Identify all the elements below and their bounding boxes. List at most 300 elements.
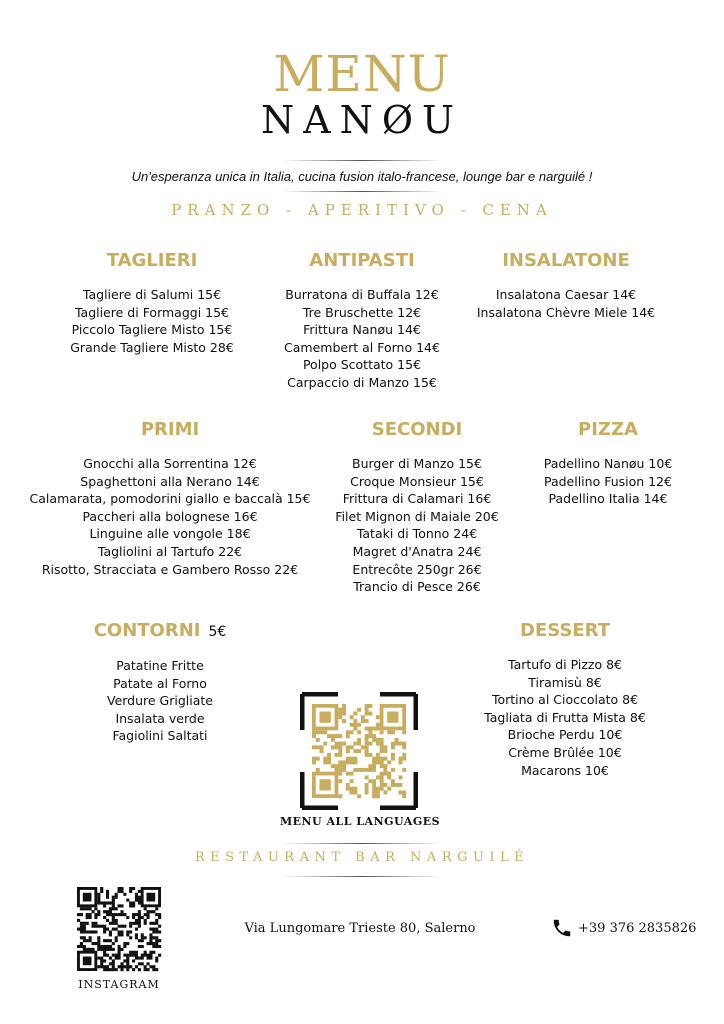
- qr-module: [149, 933, 152, 936]
- qr-module: [123, 925, 126, 928]
- qr-module: [109, 933, 112, 936]
- section-insalatone: [466, 250, 666, 321]
- qr-module: [80, 942, 83, 945]
- qr-module: [147, 954, 150, 957]
- qr-module: [129, 904, 132, 907]
- qr-module: [346, 749, 350, 753]
- qr-module: [135, 951, 138, 954]
- qr-module: [126, 957, 129, 960]
- menu-item: Entrecôte 250gr 26€: [352, 561, 482, 577]
- qr-module: [357, 794, 361, 798]
- qr-module: [376, 757, 380, 761]
- qr-module: [132, 916, 135, 919]
- menu-item: Polpo Scottato 15€: [302, 357, 422, 373]
- menu-item: Insalata verde: [115, 710, 205, 726]
- menu-item: Paccheri alla bolognese 16€: [82, 508, 258, 524]
- qr-module: [83, 936, 86, 939]
- qr-module: [338, 742, 342, 746]
- qr-module: [144, 965, 147, 968]
- qr-module: [115, 928, 118, 931]
- qr-module: [376, 790, 380, 794]
- qr-module: [155, 957, 158, 960]
- section-title: INSALATONE: [502, 250, 630, 271]
- qr-module: [342, 760, 346, 764]
- qr-module: [402, 768, 406, 772]
- qr-module: [115, 919, 118, 922]
- qr-module: [365, 745, 369, 749]
- qr-module: [138, 945, 141, 948]
- section-title: PIZZA: [578, 419, 638, 440]
- qr-module: [368, 742, 372, 746]
- qr-module: [398, 757, 402, 761]
- qr-module: [338, 764, 342, 768]
- qr-module: [147, 916, 150, 919]
- qr-module: [141, 954, 144, 957]
- qr-module: [372, 779, 376, 783]
- qr-module: [391, 783, 395, 787]
- qr-module: [86, 913, 89, 916]
- qr-module: [120, 962, 123, 965]
- qr-module: [372, 734, 376, 738]
- qr-module: [138, 913, 141, 916]
- qr-module: [149, 965, 152, 968]
- qr-module: [353, 757, 357, 761]
- menu-item: Tataki di Tonno 24€: [356, 526, 478, 542]
- qr-module: [106, 948, 109, 951]
- qr-module: [402, 742, 406, 746]
- qr-caption: MENU ALL LANGUAGES: [279, 815, 441, 828]
- section-secondi: [317, 419, 517, 596]
- qr-module: [365, 787, 369, 791]
- qr-module: [155, 928, 158, 931]
- qr-module: [132, 901, 135, 904]
- qr-module: [132, 954, 135, 957]
- qr-module: [380, 783, 384, 787]
- qr-module: [115, 893, 118, 896]
- qr-module: [103, 930, 106, 933]
- qr-module: [402, 790, 406, 794]
- qr-module: [383, 768, 387, 772]
- qr-module: [155, 919, 158, 922]
- qr-module: [327, 753, 331, 757]
- qr-finder-center: [320, 779, 331, 790]
- section-dessert: [465, 620, 665, 779]
- qr-module: [138, 962, 141, 965]
- qr-module: [372, 727, 376, 731]
- qr-module: [331, 734, 335, 738]
- qr-module: [109, 913, 112, 916]
- qr-module: [335, 734, 339, 738]
- qr-module: [135, 893, 138, 896]
- qr-module: [112, 968, 115, 971]
- qr-module: [118, 948, 121, 951]
- qr-module: [365, 775, 369, 779]
- qr-module: [365, 753, 369, 757]
- qr-module: [372, 757, 376, 761]
- qr-module: [338, 712, 342, 716]
- qr-module: [338, 779, 342, 783]
- qr-module: [342, 712, 346, 716]
- qr-module: [380, 764, 384, 768]
- qr-module: [338, 753, 342, 757]
- qr-module: [135, 957, 138, 960]
- qr-module: [147, 968, 150, 971]
- qr-module: [89, 936, 92, 939]
- qr-module: [372, 787, 376, 791]
- qr-module: [103, 939, 106, 942]
- menu-item: Tagliata di Frutta Mista 8€: [484, 709, 646, 725]
- qr-module: [94, 922, 97, 925]
- qr-module: [368, 764, 372, 768]
- qr-module: [126, 965, 129, 968]
- qr-module: [312, 734, 316, 738]
- qr-module: [398, 760, 402, 764]
- section-title: CONTORNI: [93, 620, 201, 641]
- qr-module: [350, 779, 354, 783]
- qr-module: [138, 916, 141, 919]
- qr-module: [126, 930, 129, 933]
- qr-module: [132, 968, 135, 971]
- qr-module: [144, 922, 147, 925]
- qr-module: [147, 957, 150, 960]
- section-contorni: [60, 620, 260, 745]
- qr-module: [132, 913, 135, 916]
- qr-module: [152, 922, 155, 925]
- menu-item: Trancio di Pesce 26€: [353, 579, 481, 595]
- qr-module: [118, 957, 121, 960]
- qr-module: [138, 901, 141, 904]
- qr-module: [350, 772, 354, 776]
- qr-module: [109, 907, 112, 910]
- qr-module: [155, 913, 158, 916]
- qr-module: [115, 913, 118, 916]
- qr-module: [97, 893, 100, 896]
- qr-module: [132, 922, 135, 925]
- qr-module: [353, 790, 357, 794]
- qr-module: [97, 936, 100, 939]
- qr-module: [80, 930, 83, 933]
- qr-module: [109, 968, 112, 971]
- qr-module: [380, 730, 384, 734]
- qr-module: [138, 890, 141, 893]
- qr-module: [144, 907, 147, 910]
- qr-module: [335, 745, 339, 749]
- qr-module: [109, 901, 112, 904]
- qr-module: [141, 939, 144, 942]
- qr-module: [106, 919, 109, 922]
- qr-module: [120, 968, 123, 971]
- qr-module: [402, 745, 406, 749]
- qr-module: [106, 910, 109, 913]
- qr-module: [118, 951, 121, 954]
- qr-module: [112, 919, 115, 922]
- qr-module: [147, 910, 150, 913]
- qr-module: [115, 957, 118, 960]
- qr-module: [144, 913, 147, 916]
- menu-item: Patate al Forno: [113, 675, 207, 691]
- qr-module: [149, 936, 152, 939]
- qr-module: [123, 893, 126, 896]
- qr-module: [103, 910, 106, 913]
- menu-item: Frittura di Calamari 16€: [342, 491, 492, 507]
- qr-module: [335, 768, 339, 772]
- qr-module: [135, 913, 138, 916]
- qr-module: [138, 899, 141, 902]
- menu-qr-code[interactable]: [300, 692, 418, 810]
- qr-module: [376, 753, 380, 757]
- qr-module: [89, 907, 92, 910]
- qr-module: [152, 968, 155, 971]
- qr-module: [144, 919, 147, 922]
- menu-item: Burratona di Buffala 12€: [285, 287, 439, 302]
- instagram-qr-code[interactable]: [76, 886, 162, 972]
- services-line: PRANZO - APERITIVO - CENA: [171, 201, 553, 219]
- qr-module: [115, 968, 118, 971]
- qr-module: [100, 925, 103, 928]
- qr-module: [129, 965, 132, 968]
- menu-item: Carpaccio di Manzo 15€: [287, 374, 437, 390]
- qr-module: [103, 968, 106, 971]
- qr-module: [365, 742, 369, 746]
- qr-module: [327, 757, 331, 761]
- menu-item: Croque Monsieur 15€: [350, 473, 484, 489]
- qr-module: [380, 742, 384, 746]
- qr-module: [86, 948, 89, 951]
- qr-module: [158, 945, 161, 948]
- qr-module: [350, 730, 354, 734]
- qr-module: [115, 922, 118, 925]
- qr-module: [368, 712, 372, 716]
- menu-item: Risotto, Stracciata e Gambero Rosso 22€: [41, 561, 299, 577]
- qr-module: [357, 738, 361, 742]
- qr-module: [350, 745, 354, 749]
- qr-module: [94, 925, 97, 928]
- qr-module: [350, 715, 354, 719]
- qr-module: [152, 945, 155, 948]
- qr-module: [152, 951, 155, 954]
- qr-module: [376, 775, 380, 779]
- qr-module: [120, 930, 123, 933]
- qr-module: [120, 965, 123, 968]
- qr-module: [346, 760, 350, 764]
- qr-module: [155, 945, 158, 948]
- qr-module: [380, 760, 384, 764]
- qr-module: [109, 957, 112, 960]
- qr-module: [391, 745, 395, 749]
- qr-module: [342, 768, 346, 772]
- phone-number[interactable]: +39 376 2835826: [578, 921, 697, 936]
- qr-module: [138, 919, 141, 922]
- menu-item: Gnocchi alla Sorrentina 12€: [83, 456, 257, 471]
- qr-module: [106, 913, 109, 916]
- qr-finder-center: [387, 712, 398, 723]
- qr-module: [312, 760, 316, 764]
- qr-module: [338, 772, 342, 776]
- qr-module: [80, 925, 83, 928]
- qr-module: [126, 942, 129, 945]
- qr-module: [118, 913, 121, 916]
- qr-module: [365, 783, 369, 787]
- qr-module: [398, 775, 402, 779]
- qr-module: [402, 753, 406, 757]
- qr-module: [83, 925, 86, 928]
- qr-module: [331, 764, 335, 768]
- qr-module: [100, 962, 103, 965]
- qr-module: [158, 916, 161, 919]
- menu-item: Brioche Perdu 10€: [507, 727, 623, 743]
- qr-module: [353, 727, 357, 731]
- qr-module: [323, 760, 327, 764]
- qr-module: [391, 730, 395, 734]
- qr-module: [368, 753, 372, 757]
- qr-module: [158, 939, 161, 942]
- section-title: DESSERT: [520, 620, 610, 641]
- qr-module: [77, 945, 80, 948]
- qr-module: [115, 896, 118, 899]
- qr-module: [89, 939, 92, 942]
- qr-module: [353, 719, 357, 723]
- qr-module: [91, 930, 94, 933]
- qr-module: [144, 968, 147, 971]
- qr-module: [97, 965, 100, 968]
- qr-module: [97, 945, 100, 948]
- qr-module: [350, 787, 354, 791]
- menu-item: Insalatona Chèvre Miele 14€: [476, 304, 656, 320]
- qr-module: [106, 945, 109, 948]
- qr-module: [316, 738, 320, 742]
- qr-module: [91, 948, 94, 951]
- qr-module: [100, 945, 103, 948]
- qr-module: [346, 783, 350, 787]
- qr-module: [97, 957, 100, 960]
- qr-module: [126, 962, 129, 965]
- qr-module: [365, 734, 369, 738]
- qr-module: [138, 968, 141, 971]
- qr-module: [106, 968, 109, 971]
- qr-module: [376, 723, 380, 727]
- qr-module: [149, 928, 152, 931]
- qr-module: [380, 779, 384, 783]
- qr-module: [380, 757, 384, 761]
- qr-module: [323, 742, 327, 746]
- qr-module: [100, 901, 103, 904]
- qr-module: [353, 712, 357, 716]
- qr-module: [357, 768, 361, 772]
- qr-module: [135, 936, 138, 939]
- qr-module: [103, 945, 106, 948]
- qr-module: [141, 916, 144, 919]
- qr-module: [338, 760, 342, 764]
- qr-module: [365, 727, 369, 731]
- qr-module: [323, 757, 327, 761]
- qr-module: [83, 928, 86, 931]
- qr-module: [331, 745, 335, 749]
- menu-item: Frittura Nanøu 14€: [303, 322, 421, 338]
- qr-module: [357, 749, 361, 753]
- qr-module: [112, 907, 115, 910]
- qr-module: [77, 913, 80, 916]
- qr-module: [338, 745, 342, 749]
- qr-module: [106, 901, 109, 904]
- qr-module: [97, 925, 100, 928]
- menu-item: Fagiolini Saltati: [112, 728, 208, 744]
- qr-module: [77, 919, 80, 922]
- qr-module: [97, 942, 100, 945]
- qr-module: [398, 783, 402, 787]
- qr-module: [126, 954, 129, 957]
- qr-module: [97, 913, 100, 916]
- menu-item: Spaghettoni alla Nerano 14€: [80, 473, 260, 489]
- qr-module: [129, 930, 132, 933]
- qr-module: [383, 745, 387, 749]
- qr-module: [368, 768, 372, 772]
- qr-module: [368, 730, 372, 734]
- qr-module: [83, 930, 86, 933]
- qr-module: [129, 925, 132, 928]
- qr-module: [147, 942, 150, 945]
- qr-module: [83, 939, 86, 942]
- menu-item: Filet Mignon di Maiale 20€: [335, 508, 499, 524]
- qr-module: [353, 768, 357, 772]
- section-title: PRIMI: [140, 419, 200, 440]
- menu-item: Verdure Grigliate: [106, 693, 213, 709]
- section-title: ANTIPASTI: [309, 250, 415, 271]
- qr-module: [331, 738, 335, 742]
- qr-module: [91, 942, 94, 945]
- divider: [282, 191, 442, 192]
- qr-module: [80, 936, 83, 939]
- qr-module: [402, 757, 406, 761]
- qr-module: [80, 913, 83, 916]
- qr-module: [100, 948, 103, 951]
- qr-module: [115, 939, 118, 942]
- qr-module: [395, 742, 399, 746]
- section-primi: [20, 419, 320, 578]
- qr-module: [353, 742, 357, 746]
- qr-module: [152, 965, 155, 968]
- qr-module: [120, 913, 123, 916]
- qr-module: [152, 942, 155, 945]
- qr-module: [141, 945, 144, 948]
- qr-module: [91, 910, 94, 913]
- qr-module: [152, 930, 155, 933]
- qr-module: [118, 954, 121, 957]
- qr-module: [135, 954, 138, 957]
- qr-module: [316, 745, 320, 749]
- qr-module: [346, 745, 350, 749]
- qr-module: [372, 760, 376, 764]
- qr-module: [365, 768, 369, 772]
- qr-module: [112, 962, 115, 965]
- menu-item: Tagliere di Formaggi 15€: [74, 304, 230, 320]
- menu-item: Burger di Manzo 15€: [352, 456, 482, 471]
- qr-module: [138, 925, 141, 928]
- qr-module: [372, 783, 376, 787]
- qr-module: [152, 910, 155, 913]
- qr-module: [109, 948, 112, 951]
- qr-module: [118, 887, 121, 890]
- qr-module: [106, 890, 109, 893]
- qr-module: [342, 704, 346, 708]
- qr-module: [91, 922, 94, 925]
- qr-module: [112, 904, 115, 907]
- qr-module: [141, 936, 144, 939]
- qr-module: [350, 723, 354, 727]
- qr-module: [323, 730, 327, 734]
- qr-module: [158, 930, 161, 933]
- qr-module: [387, 772, 391, 776]
- qr-module: [109, 945, 112, 948]
